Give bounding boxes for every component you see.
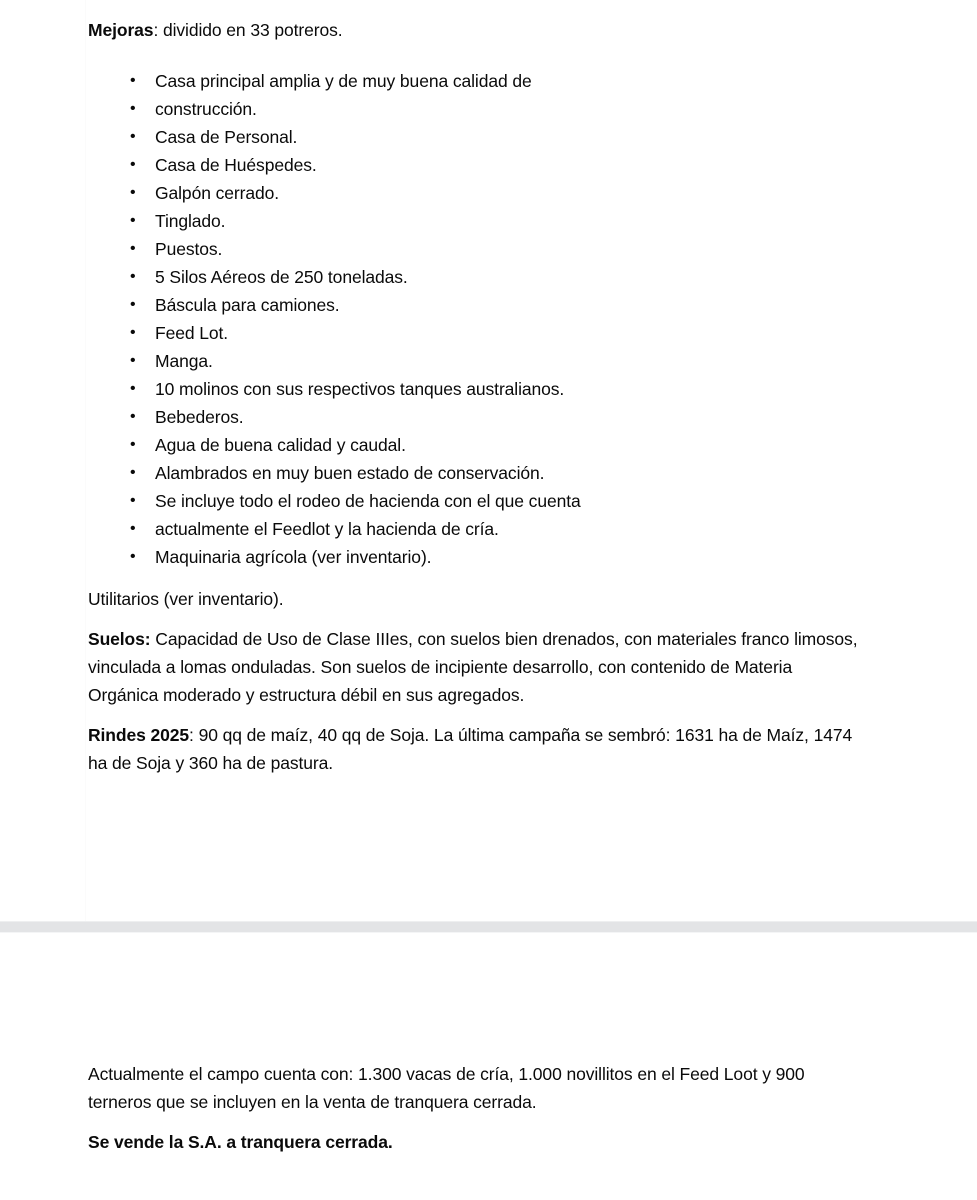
list-item <box>88 403 858 431</box>
list-item <box>88 459 858 487</box>
bullet-icon: • <box>130 464 136 481</box>
list-item <box>88 431 858 459</box>
mejoras-separator: : <box>153 20 159 40</box>
bullet-icon: • <box>130 324 136 341</box>
list-item <box>88 151 858 179</box>
list-item <box>88 515 858 543</box>
suelos-paragraph <box>88 625 858 709</box>
list-item <box>88 347 858 375</box>
list-item-label: Manga. <box>155 351 213 371</box>
closing-statement: Se vende la S.A. a tranquera cerrada. <box>88 1132 393 1152</box>
list-item <box>88 123 858 151</box>
list-item <box>88 67 858 95</box>
bullet-icon: • <box>130 352 136 369</box>
list-item <box>88 95 858 123</box>
bullet-icon: • <box>130 548 136 565</box>
list-item <box>88 487 858 515</box>
bullet-icon: • <box>130 520 136 537</box>
bullet-icon: • <box>130 156 136 173</box>
bullet-icon: • <box>130 240 136 257</box>
rindes-paragraph <box>88 721 858 777</box>
list-item-label: Maquinaria agrícola (ver inventario). <box>155 547 432 567</box>
scan-gutter-artifact <box>85 0 86 921</box>
list-item <box>88 319 858 347</box>
bullet-icon: • <box>130 408 136 425</box>
page-one-content <box>88 8 858 777</box>
list-item <box>88 263 858 291</box>
list-item-label: Tinglado. <box>155 211 226 231</box>
page-break-separator <box>0 921 977 933</box>
mejoras-heading <box>88 16 858 44</box>
list-item-label: Alambrados en muy buen estado de conservación. <box>155 463 545 483</box>
list-item <box>88 543 858 571</box>
mejoras-label: Mejoras <box>88 20 154 40</box>
list-item-label: 5 Silos Aéreos de 250 toneladas. <box>155 267 408 287</box>
bullet-icon: • <box>130 72 136 89</box>
suelos-text: Capacidad de Uso de Clase IIIes, con suelos bien drenados, con materiales franco limosos, vinculada a lomas onduladas. Son suelos de incipiente desarrollo, con contenido de Materia Orgánica moderado y estructura débil en sus agregados. <box>88 629 858 705</box>
mejoras-bullet-list <box>88 67 858 571</box>
list-item-label: construcción. <box>155 99 257 119</box>
list-item <box>88 235 858 263</box>
list-item-label: Feed Lot. <box>155 323 229 343</box>
rindes-text: 90 qq de maíz, 40 qq de Soja. La última campaña se sembró: 1631 ha de Maíz, 1474 ha de Soja y 360 ha de pastura. <box>88 725 853 773</box>
list-item-label: Casa de Huéspedes. <box>155 155 317 175</box>
list-item-label: Bebederos. <box>155 407 244 427</box>
bullet-icon: • <box>130 268 136 285</box>
utilitarios-paragraph: Utilitarios (ver inventario). <box>88 589 284 609</box>
stock-paragraph: Actualmente el campo cuenta con: 1.300 vacas de cría, 1.000 novillitos en el Feed Loot y 900 terneros que se incluyen en la venta de tranquera cerrada. <box>88 1064 805 1112</box>
list-item <box>88 207 858 235</box>
bullet-icon: • <box>130 492 136 509</box>
bullet-icon: • <box>130 128 136 145</box>
list-item-label: Báscula para camiones. <box>155 295 340 315</box>
list-item-label: Puestos. <box>155 239 223 259</box>
suelos-label: Suelos: <box>88 629 151 649</box>
list-item-label: actualmente el Feedlot y la hacienda de cría. <box>155 519 499 539</box>
list-item-label: Casa principal amplia y de muy buena calidad de <box>155 71 532 91</box>
list-item <box>88 291 858 319</box>
mejoras-text: dividido en 33 potreros. <box>158 20 343 40</box>
list-item <box>88 375 858 403</box>
bullet-icon: • <box>130 100 136 117</box>
list-item-label: Se incluye todo el rodeo de hacienda con el que cuenta <box>155 491 581 511</box>
list-item <box>88 179 858 207</box>
bullet-icon: • <box>130 296 136 313</box>
page-two-content <box>88 1060 858 1156</box>
bullet-icon: • <box>130 184 136 201</box>
list-item-label: Galpón cerrado. <box>155 183 279 203</box>
list-item-label: Casa de Personal. <box>155 127 298 147</box>
bullet-icon: • <box>130 212 136 229</box>
list-item-label: Agua de buena calidad y caudal. <box>155 435 406 455</box>
bullet-icon: • <box>130 436 136 453</box>
rindes-separator: : <box>189 725 194 745</box>
list-item-label: 10 molinos con sus respectivos tanques australianos. <box>155 379 565 399</box>
bullet-icon: • <box>130 380 136 397</box>
rindes-label: Rindes 2025 <box>88 725 190 745</box>
